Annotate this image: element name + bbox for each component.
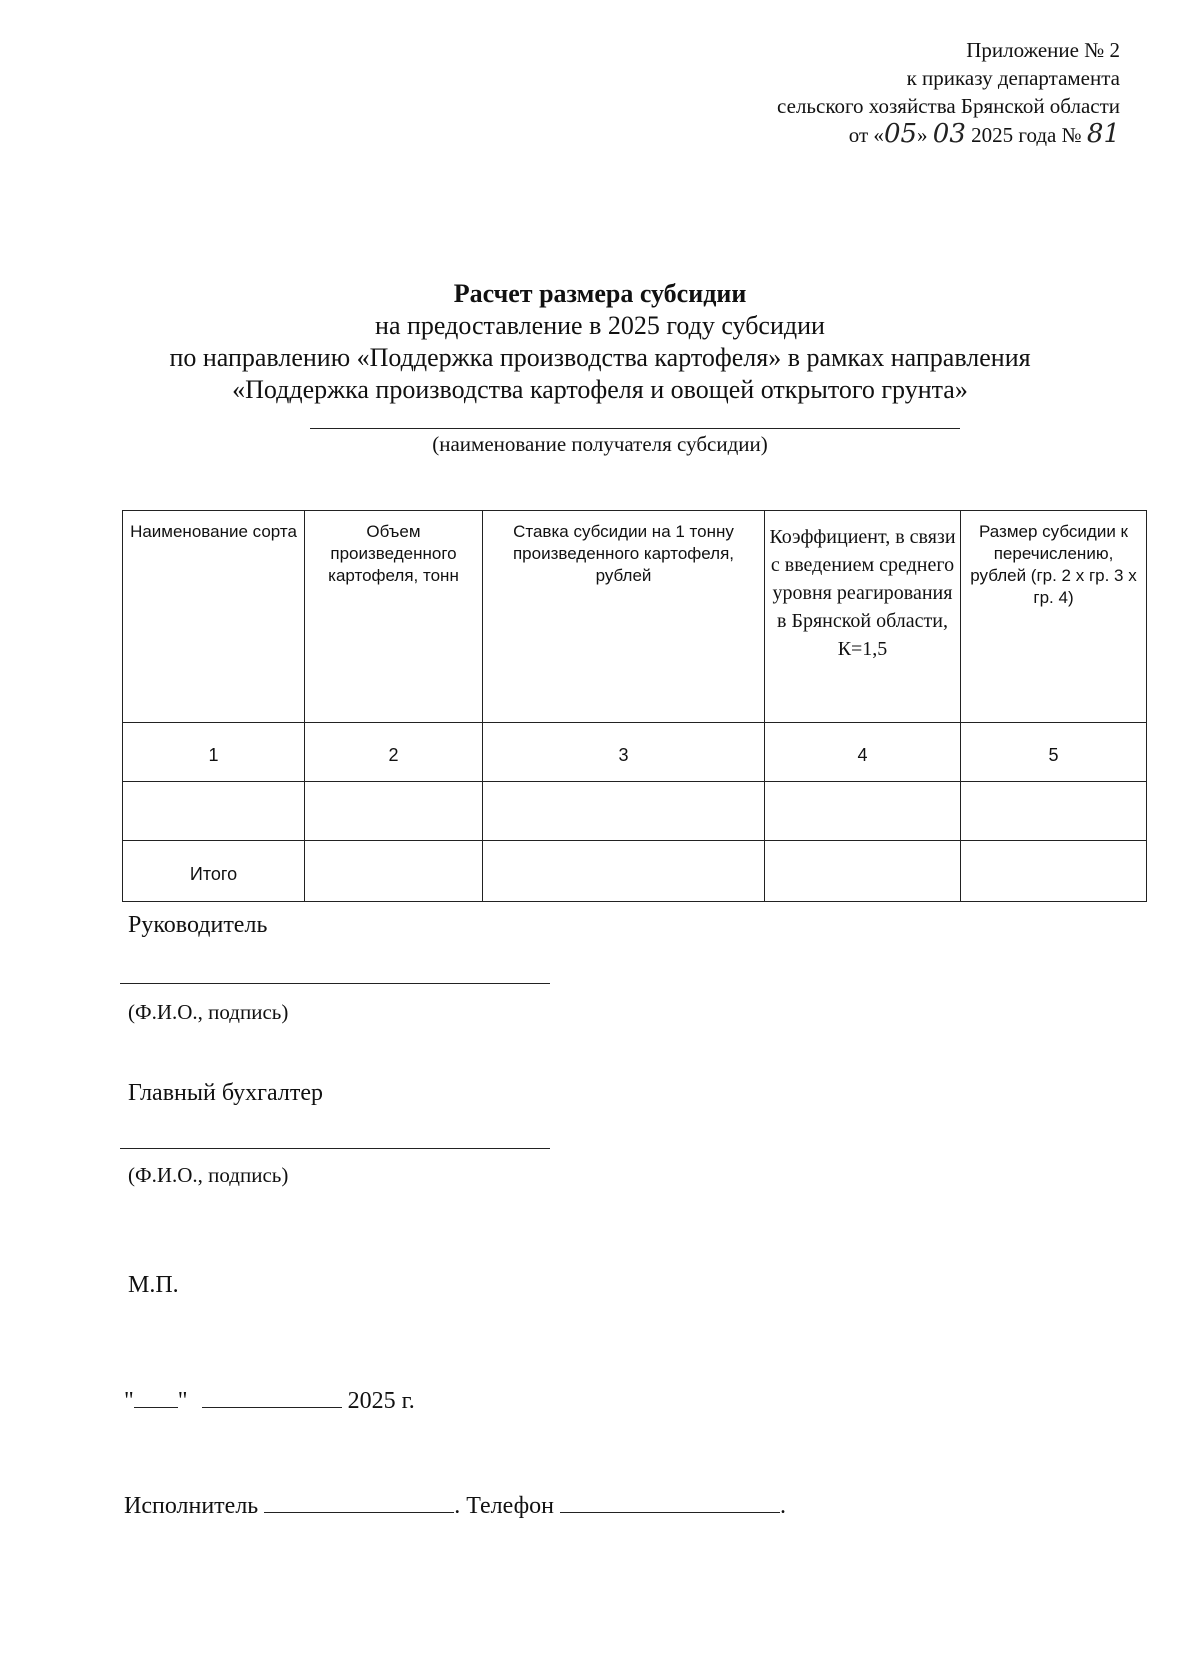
table-row (123, 782, 1147, 841)
appendix-date-prefix: от « (848, 123, 884, 147)
appendix-block (777, 36, 1120, 149)
appendix-order-number: 81 (1086, 119, 1120, 149)
phone-label: . Телефон (454, 1493, 554, 1519)
appendix-date-month: 03 (932, 119, 966, 149)
table-cell[interactable] (123, 782, 305, 841)
table-header-row (123, 511, 1147, 723)
appendix-order-ref: к приказу департамента (906, 66, 1120, 90)
header-variety-name: Наименование сорта (123, 511, 305, 723)
date-day-field[interactable] (134, 1385, 178, 1408)
appendix-department: сельского хозяйства Брянской области (777, 94, 1120, 118)
title-subline-2: по направлению «Поддержка производства картофеля» в рамках направления (169, 343, 1031, 372)
appendix-date-day: 05 (883, 119, 918, 149)
subsidy-calculation-table (122, 510, 1147, 902)
column-number: 5 (961, 723, 1147, 782)
table-cell[interactable] (765, 782, 961, 841)
recipient-name-line (310, 428, 960, 429)
date-line (124, 1385, 415, 1415)
appendix-date-suffix: 2025 года № (965, 123, 1087, 147)
accountant-label: Главный бухгалтер (128, 1080, 323, 1106)
executor-name-field[interactable] (264, 1490, 454, 1513)
column-number: 1 (123, 723, 305, 782)
appendix-date-mid: » (917, 123, 933, 147)
title-subline-3: «Поддержка производства картофеля и овощей открытого грунта» (232, 375, 968, 404)
table-cell[interactable] (483, 782, 765, 841)
header-subsidy-amount: Размер субсидии к перечислению, рублей (гр. 2 х гр. 3 х гр. 4) (961, 511, 1147, 723)
executor-label: Исполнитель (124, 1493, 259, 1519)
column-number: 3 (483, 723, 765, 782)
header-volume: Объем произведенного картофеля, тонн (305, 511, 483, 723)
appendix-number: Приложение № 2 (966, 38, 1120, 62)
title-subline-1: на предоставление в 2025 году субсидии (375, 311, 825, 340)
recipient-caption: (наименование получателя субсидии) (432, 432, 768, 456)
header-coefficient: Коэффициент, в связи с введением среднего уровня реагирования в Брянской области, К=1,5 (765, 511, 961, 723)
accountant-signature-caption: (Ф.И.О., подпись) (128, 1163, 289, 1187)
executor-line-end: . (779, 1493, 786, 1519)
stamp-placeholder: М.П. (128, 1272, 179, 1298)
table-cell[interactable] (961, 782, 1147, 841)
date-year: 2025 г. (347, 1388, 415, 1414)
table-cell[interactable] (305, 782, 483, 841)
table-cell[interactable] (305, 841, 483, 902)
executor-line (124, 1490, 786, 1520)
table-cell[interactable] (765, 841, 961, 902)
column-number-row (123, 723, 1147, 782)
head-label: Руководитель (128, 912, 268, 938)
column-number: 4 (765, 723, 961, 782)
header-rate: Ставка субсидии на 1 тонну произведенного картофеля, рублей (483, 511, 765, 723)
table-total-row (123, 841, 1147, 902)
document-title-block (0, 278, 1200, 406)
date-close-quote: " (177, 1388, 188, 1414)
appendix-date-line (777, 120, 1120, 149)
total-label: Итого (123, 841, 305, 902)
head-signature-line (120, 983, 550, 984)
head-signature-caption: (Ф.И.О., подпись) (128, 1000, 289, 1024)
table-cell[interactable] (961, 841, 1147, 902)
document-title: Расчет размера субсидии (453, 279, 747, 308)
column-number: 2 (305, 723, 483, 782)
phone-field[interactable] (560, 1490, 780, 1513)
date-month-field[interactable] (202, 1385, 342, 1408)
date-open-quote: " (124, 1388, 134, 1414)
accountant-signature-line (120, 1148, 550, 1149)
table-cell[interactable] (483, 841, 765, 902)
